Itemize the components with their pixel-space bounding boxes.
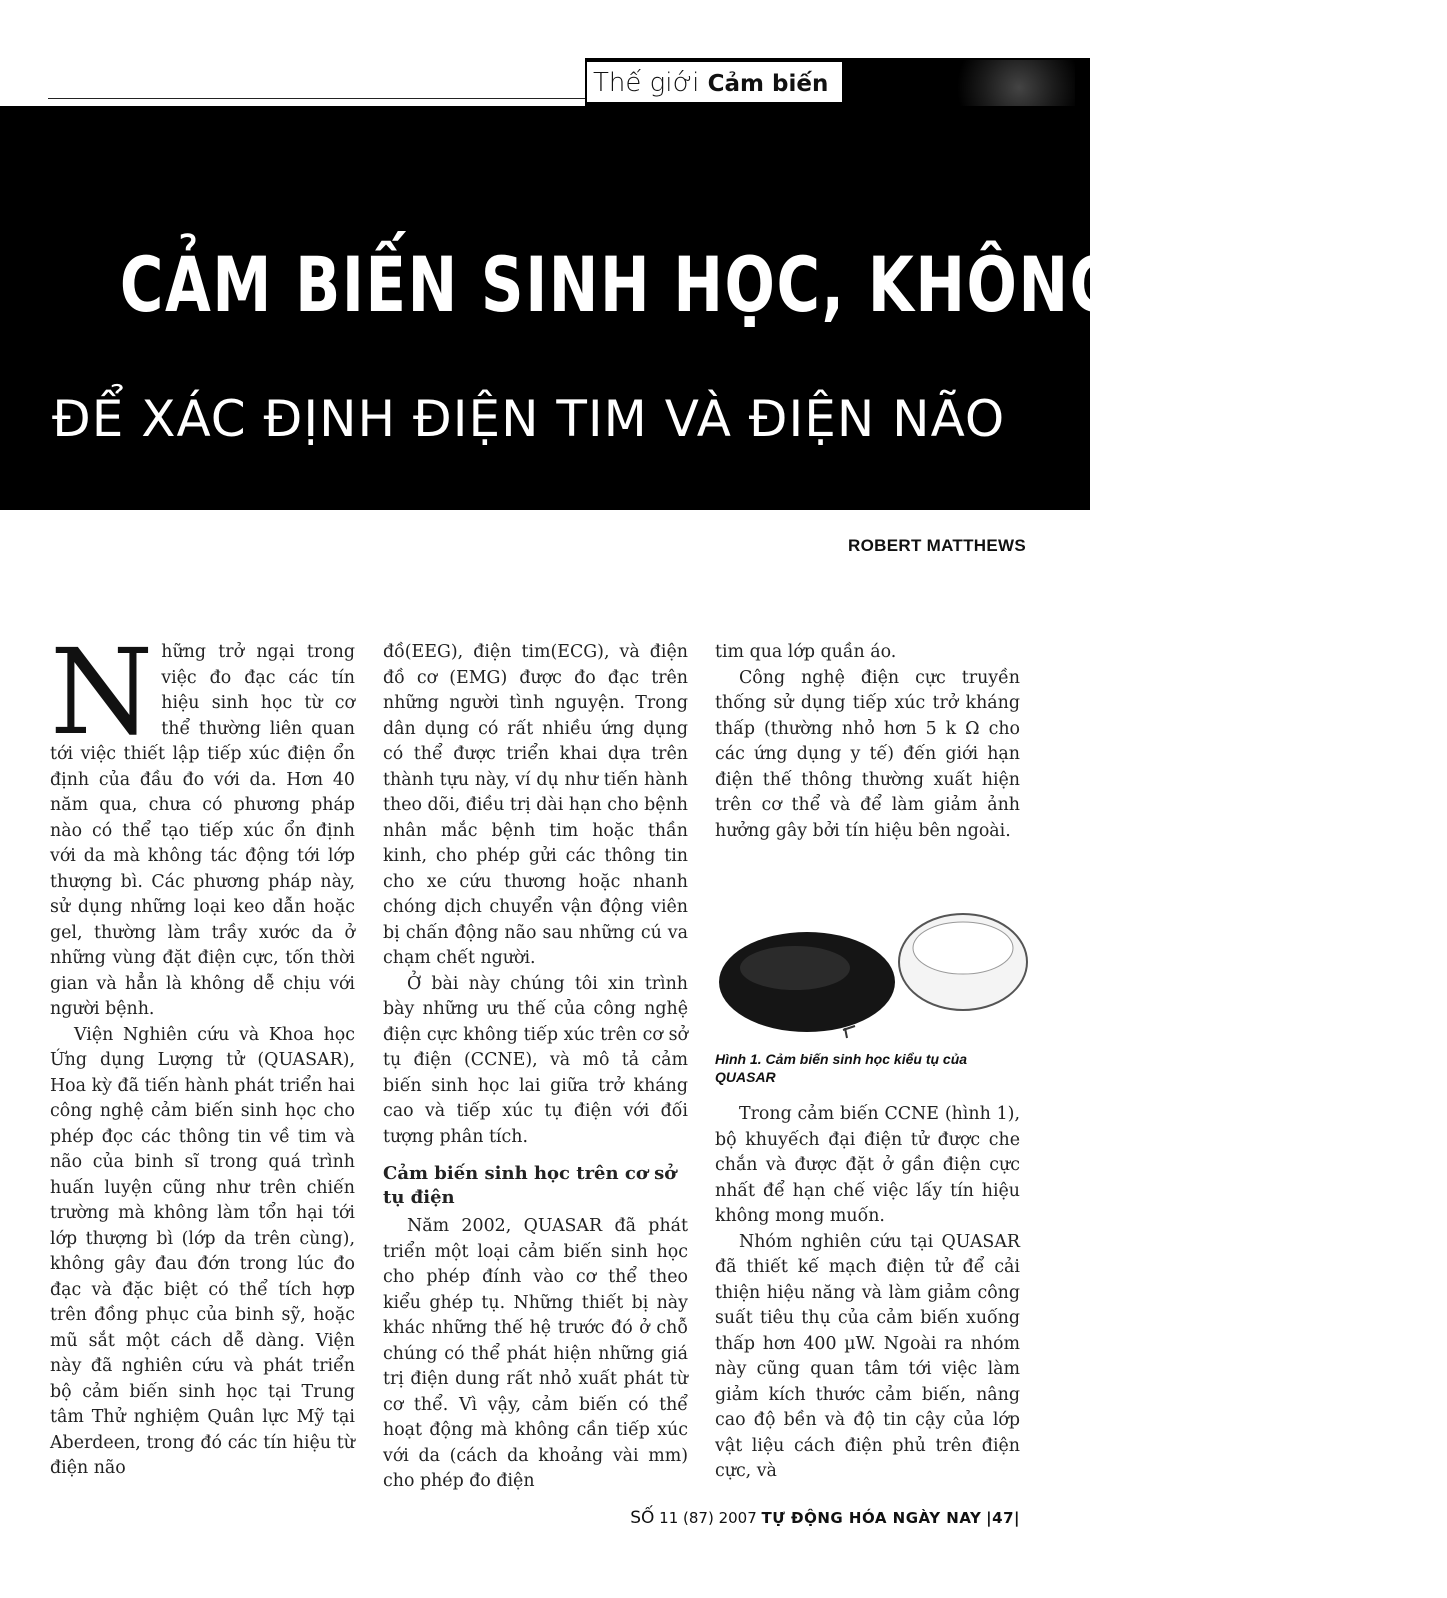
paragraph-text: hững trở ngại trong việc đo đạc các tín hiệu sinh học từ cơ thể thường liên quan tới việc thiết lập tiếp xúc điện ổn định của đầu đo với da. Hơn 40 năm qua, chưa có phương pháp nào có thể tạo tiếp xúc ổn định với da mà không tác động tới lớp thượng bì. Các phương pháp này, sử dụng những loại keo dẫn hoặc gel, thường làm trầy xước da ở những vùng đặt điện cực, tốn thời gian và hẳn là không dễ chịu với người bệnh. [50, 642, 355, 1019]
column-1 [50, 623, 355, 1482]
section-label-bold: Cảm biến [707, 71, 829, 97]
column-3 [715, 640, 1020, 844]
section-label-light: Thế giới [593, 68, 700, 98]
paragraph: Công nghệ điện cực truyền thống sử dụng tiếp xúc trở kháng thấp (thường nhỏ hơn 5 k Ω cho các ứng dụng y tế) đến giới hạn điện thế thông thường xuất hiện trên cơ thể và để làm giảm ảnh hưởng gây bởi tín hiệu bên ngoài. [715, 667, 1020, 841]
paragraph: tim qua lớp quần áo. [715, 642, 897, 662]
figure-caption: Hình 1. Cảm biến sinh học kiểu tụ của QUASAR [715, 1051, 968, 1085]
light-sensor-face [913, 922, 1013, 974]
sensor-illustration [715, 890, 1020, 1040]
paragraph: Năm 2002, QUASAR đã phát triển một loại cảm biến sinh học cho phép đính vào cơ thể theo kiểu ghép tụ. Những thiết bị này khác những thế hệ trước đó ở chỗ chúng có thể phát hiện những giá trị điện dung rất nhỏ xuất phát từ cơ thể. Vì vậy, cảm biến có thể hoạt động mà không cần tiếp xúc với da (cách da khoảng vài mm) cho phép đo điện [383, 1216, 688, 1491]
issue-prefix: SỐ [630, 1508, 655, 1528]
header-texture [935, 60, 1075, 106]
page-footer [630, 1508, 1020, 1528]
column-3-lower [715, 1102, 1020, 1485]
paragraph: Nhóm nghiên cứu tại QUASAR đã thiết kế mạch điện tử để cải thiện hiệu năng và làm giảm công suất tiêu thụ của cảm biến xuống thấp hơn 400 µW. Ngoài ra nhóm này cũng quan tâm tới việc làm giảm kích thước cảm biến, nâng cao độ bền và độ tin cậy của lớp vật liệu cách điện phủ trên điện cực, và [715, 1231, 1020, 1481]
header-rule [48, 98, 608, 99]
magazine-name: TỰ ĐỘNG HÓA NGÀY NAY [761, 1509, 982, 1527]
paragraph: Ở bài này chúng tôi xin trình bày những ưu thế của công nghệ điện cực không tiếp xúc trên cơ sở tụ điện (CCNE), và mô tả cảm biến sinh học lai giữa trở kháng cao và tiếp xúc tụ điện với đối tượng phân tích. [383, 973, 688, 1147]
article-title: CẢM BIẾN SINH HỌC, KHÔNG GÂY ĐAU [119, 240, 1447, 329]
section-label [587, 62, 842, 102]
article-subtitle: ĐỂ XÁC ĐỊNH ĐIỆN TIM VÀ ĐIỆN NÃO [52, 390, 1006, 448]
column-2 [383, 640, 688, 1495]
paragraph: Trong cảm biến CCNE (hình 1), bộ khuyếch đại điện tử được che chắn và được đặt ở gần điện cực nhất để hạn chế việc lấy tín hiệu không mong muốn. [715, 1104, 1020, 1226]
paragraph: Viện Nghiên cứu và Khoa học Ứng dụng Lượng tử (QUASAR), Hoa kỳ đã tiến hành phát triển hai công nghệ cảm biến sinh học cho phép đọc các thông tin về tim và não của binh sĩ trong quá trình huấn luyện cũng như trên chiến trường mà không làm tổn hại tới lớp thượng bì (lớp da trên cùng), không gây đau đớn trong lúc đo đạc và đặc biệt có thể tích hợp trên đồng phục của binh sỹ, hoặc mũ sắt một cách dễ dàng. Viện này đã nghiên cứu và phát triển bộ cảm biến sinh học tại Trung tâm Thử nghiệm Quân lực Mỹ tại Aberdeen, trong đó các tín hiệu từ điện não [50, 1024, 355, 1478]
sensor-cable [843, 1026, 855, 1038]
author-name: ROBERT MATTHEWS [848, 536, 1026, 555]
issue-number: 11 (87) 2007 [659, 1509, 757, 1527]
paragraph [50, 623, 355, 1023]
page-number: |47| [986, 1509, 1020, 1527]
sensor-photo [715, 890, 1020, 1040]
section-heading: Cảm biến sinh học trên cơ sở tụ điện [383, 1163, 677, 1208]
dark-sensor-highlight [740, 946, 850, 990]
drop-cap: N [50, 623, 154, 761]
paragraph: đồ(EEG), điện tim(ECG), và điện đồ cơ (EMG) được đo đạc trên những người tình nguyện. Trong dân dụng có rất nhiều ứng dụng có thể được triển khai dựa trên thành tựu này, ví dụ như tiến hành theo dõi, điều trị dài hạn cho bệnh nhân mắc bệnh tim hoặc thần kinh, cho phép gửi các thông tin cho xe cứu thương hoặc nhanh chóng dịch chuyển vận động viên bị chấn động não sau những cú va chạm chết người. [383, 642, 688, 968]
